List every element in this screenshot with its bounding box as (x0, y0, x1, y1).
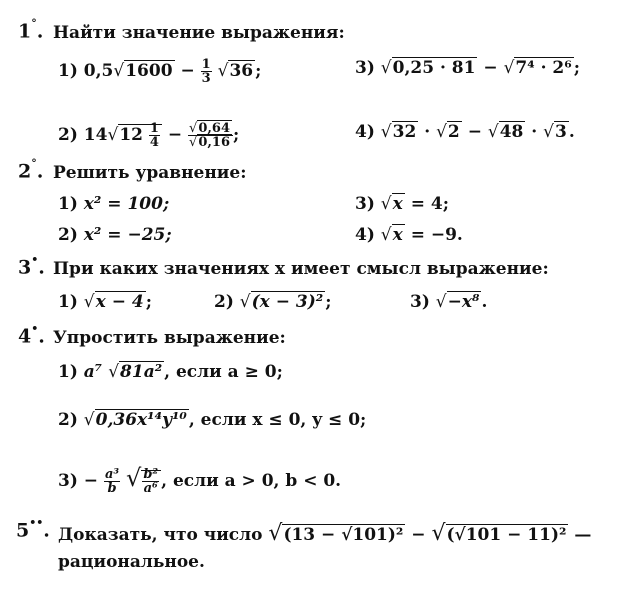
problem-1-title: Найти значение выражения: (53, 23, 345, 43)
problem-1-item-3: 3) √0,25 · 81 − √7⁴ · 2⁶ ; (355, 58, 580, 78)
problem-2-item-1: 1) x² = 100; (58, 194, 170, 214)
problem-4-item-1: 1) a⁷ √81a² , если a ≥ 0; (58, 362, 283, 382)
problem-3-title: При каких значениях x имеет смысл выражение: (53, 259, 549, 279)
problem-4-item-3: 3) − $\frac{\text{a³}}{b}$ √ $\frac{\text{b²}}{\text{a⁶}}$ , если a > 0, b < 0. (58, 464, 342, 496)
problem-3-number: 3•. (18, 253, 45, 279)
problem-2-item-3: 3) √x = 4; (355, 194, 449, 214)
problem-2-item-2: 2) x² = −25; (58, 225, 172, 245)
problem-3-item-1: 1) √x − 4 ; (58, 292, 152, 312)
problem-4-item-2: 2) √0,36x¹⁴y¹⁰ , если x ≤ 0, y ≤ 0; (58, 410, 367, 430)
problem-3-item-2: 2) √(x − 3)² ; (214, 292, 332, 312)
problem-2-title: Решить уравнение: (53, 163, 247, 183)
problem-5-line2: рациональное. (58, 552, 205, 572)
problem-2-item-4: 4) √x = −9. (355, 225, 463, 245)
problem-1-item-1: 1) 0,5√1600 − $\frac{1}{3}$ √36 ; (58, 57, 262, 86)
problem-3-item-3: 3) √−x⁸ . (410, 292, 488, 312)
problem-5-number: 5••. (16, 516, 50, 542)
problem-1-number: 1°. (18, 17, 44, 43)
problem-4-number: 4•. (18, 322, 45, 348)
problem-5-statement: Доказать, что число √(13 − √101)² − √(√101 − 11)² — (58, 521, 592, 546)
problem-4-title: Упростить выражение: (53, 328, 286, 348)
problem-1-item-4: 4) √32 · √2 − √48 · √3 . (355, 122, 575, 142)
problem-2-number: 2°. (18, 157, 44, 183)
problem-1-item-2: 2) 14√12 $\frac{1}{4}$ − $\frac{√0,64}{√0,16}$ ; (58, 121, 240, 150)
